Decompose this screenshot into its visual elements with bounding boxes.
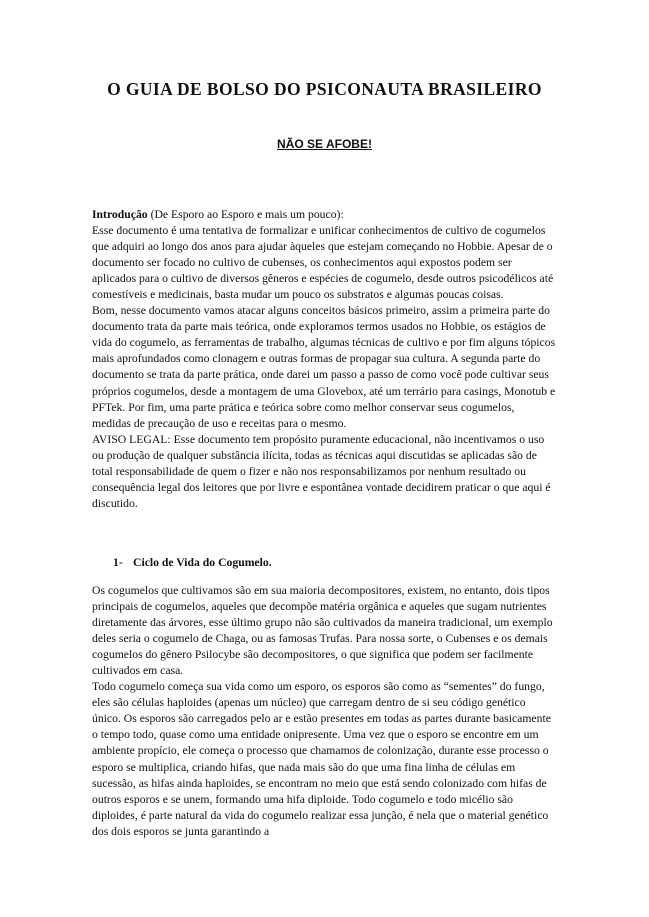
section-1-paragraph: Os cogumelos que cultivamos são em sua maioria decompositores, existem, no entanto, dois tipos principais de cogumelos, aqueles que decompõe matéria orgânica e aqueles que sugam nutrientes diretamente das árvores, esse último grupo não são cultivados da maneira tradicional, um exemplo deles seria o cogumelo de Chaga, ou as famosas Trufas. Para nossa sorte, o Cubenses e os demais cogumelos do gênero Psilocybe são decompositores, o que significa que podem ser facilmente cultivados em casa. <box>92 584 553 678</box>
section-1-paragraph: Todo cogumelo começa sua vida como um esporo, os esporos são como as “sementes” do fungo, eles são células haploides (apenas um núcleo) que carregam dentro de si seu código genético único. Os esporos são carregados pelo ar e estão presentes em todas as partes durante basicamente o tempo todo, quase como uma entidade onipresente. Uma vez que o esporo se encontre em um ambiente propício, ele começa o processo que chamamos de colonização, durante esse processo o esporo se multiplica, criando hifas, que nada mais são do que uma fina linha de células em sucessão, as hifas ainda haploides, se encontram no meio que está sendo colonizado com hifas de outros esporos e se unem, formando uma hifa diploide. Todo cogumelo e todo micélio são diploides, é parte natural da vida do cogumelo realizar essa junção, é nela que o material genético dos dois esporos se junta garantindo a <box>92 680 551 838</box>
intro-paragraph: Bom, nesse documento vamos atacar alguns conceitos básicos primeiro, assim a primeira parte do documento trata da parte mais teórica, onde exploramos termos usados no Hobbie, os estágios de vida do cogumelo, as ferramentas de trabalho, algumas técnicas de cultivo e por fim alguns tópicos mais aprofundados como clonagem e outras formas de propagar sua cultura. A segunda parte do documento se trata da parte prática, onde darei um passo a passo de como você pode cultivar seus próprios cogumelos, desde a montagem de uma Glovebox, até um terrário para casings, Monotub e PFTek. Por fim, uma parte prática e teórica sobre como melhor conservar seus cogumelos, medidas de precaução de uso e receitas para o mesmo. <box>92 304 556 430</box>
section-1-body <box>92 583 556 840</box>
section-1-title: Ciclo de Vida do Cogumelo. <box>133 556 272 569</box>
intro-paragraph: Esse documento é uma tentativa de formalizar e unificar conhecimentos de cultivo de cogumelos que adquiri ao longo dos anos para ajudar àqueles que estejam começando no Hobbie. Apesar de o documento ser focado no cultivo de cubenses, os conhecimentos aqui expostos podem ser aplicados para o cultivo de diversos gêneros e espécies de cogumelo, desde outros psicodélicos até comestíveis e medicinais, basta mudar um pouco os substratos e algumas poucas coisas. <box>92 224 554 302</box>
intro-heading-rest: (De Esporo ao Esporo e mais um pouco): <box>147 208 344 221</box>
section-1-number: 1- <box>113 556 123 569</box>
legal-notice-paragraph: AVISO LEGAL: Esse documento tem propósito puramente educacional, não incentivamos o uso ou produção de qualquer substância ilícita, todas as técnicas aqui discutidas se aplicadas são de total responsabilidade de quem o fizer e não nos responsabilizamos por nenhum resultado ou consequência legal dos leitores que por livre e espontânea vontade decidirem praticar o que aqui é discutido. <box>92 432 551 510</box>
document-subtitle: NÃO SE AFOBE! <box>277 137 372 151</box>
document-title: O GUIA DE BOLSO DO PSICONAUTA BRASILEIRO <box>107 79 542 99</box>
intro-heading <box>92 207 556 223</box>
intro-heading-bold: Introdução <box>92 208 148 221</box>
intro-section <box>92 207 556 512</box>
section-1-heading <box>113 556 272 569</box>
